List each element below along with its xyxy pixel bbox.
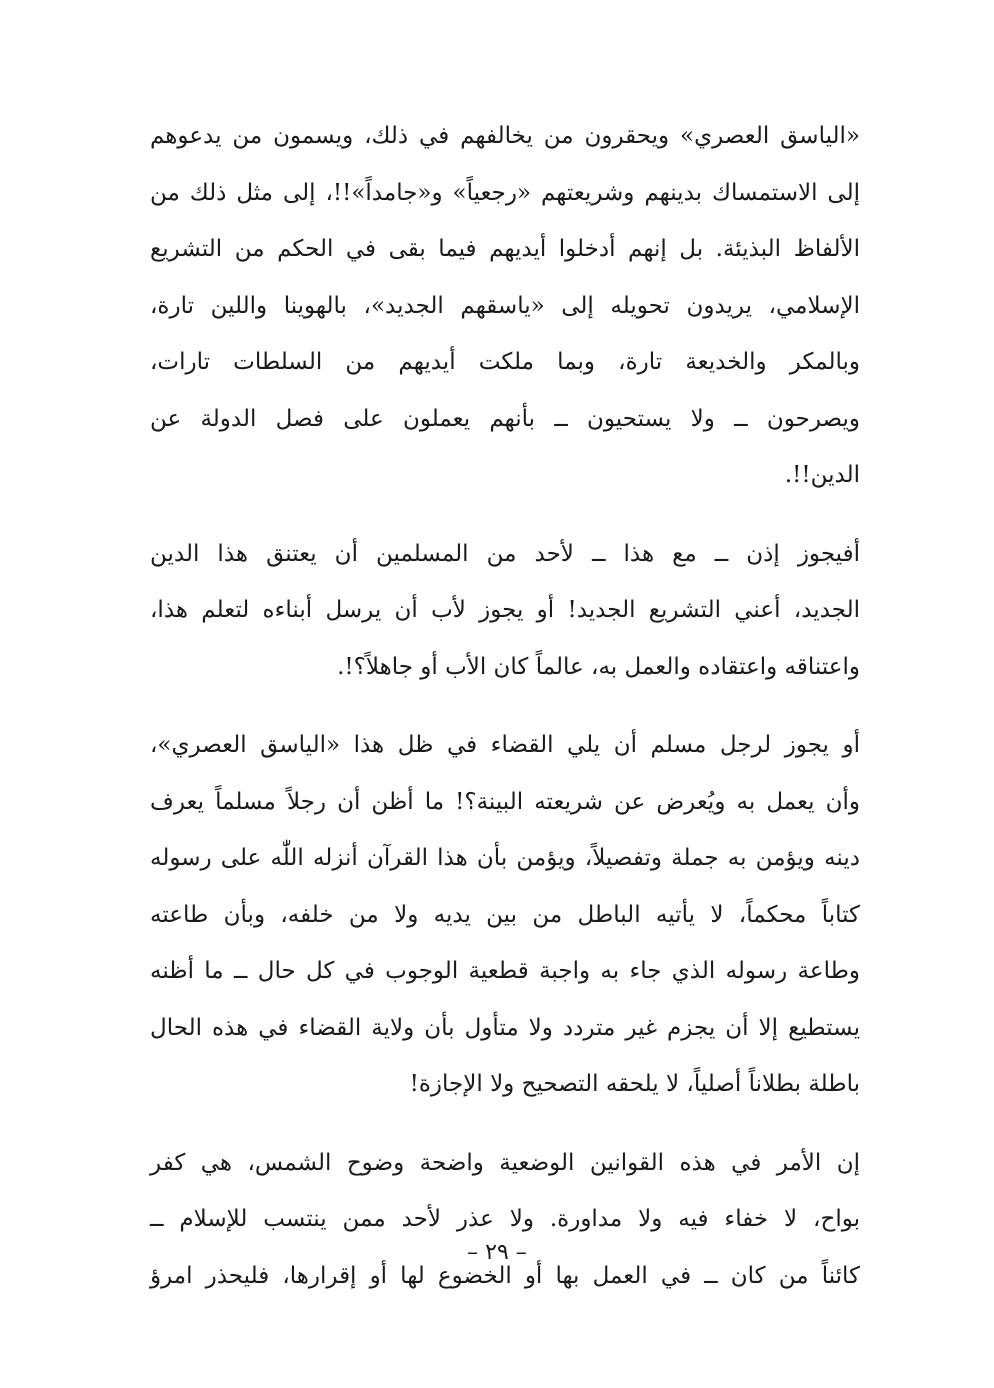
text-line: الألفاظ البذيئة. بل إنهم أدخلوا أيديهم فيما بقى في الحكم من التشريع [150, 236, 860, 262]
text-line: الإسلامي، يريدون تحويله إلى «ياسقهم الجديد»، بالهوينا واللين تارة، [150, 292, 860, 319]
text-line: باطلة بطلاناً أصلياً، لا يلحقه التصحيح ولا الإجازة! [409, 1071, 860, 1097]
paragraph-1 [150, 108, 860, 504]
text-line: «الياسق العصري» ويحقرون من يخالفهم في ذلك، ويسمون من يدعوهم [150, 123, 860, 149]
text-line: ويصرحون ــ ولا يستحيون ــ بأنهم يعملون على فصل الدولة عن [150, 405, 860, 432]
text-line: أفيجوز إذن ــ مع هذا ــ لأحد من المسلمين أن يعتنق هذا الدين [150, 540, 860, 567]
text-line: الدين!!. [784, 462, 860, 488]
text-line: وطاعة رسوله الذي جاء به واجبة قطعية الوجوب في كل حال ــ ما أظنه [150, 958, 860, 984]
paragraph-2 [150, 526, 860, 696]
paragraph-4 [150, 1135, 860, 1305]
text-line: إن الأمر في هذه القوانين الوضعية واضحة وضوح الشمس، هي كفر [150, 1149, 860, 1176]
text-line: يستطيع إلا أن يجزم غير متردد ولا متأول بأن ولاية القضاء في هذه الحال [150, 1014, 860, 1041]
paragraph-spacer [150, 1113, 860, 1135]
text-line: الجديد، أعني التشريع الجديد! أو يجوز لأب أن يرسل أبناءه لتعلم هذا، [150, 597, 860, 623]
paragraph-spacer [150, 504, 860, 526]
text-line: كائناً من كان ــ في العمل بها أو الخضوع لها أو إقرارها، فليحذر امرؤ [150, 1262, 860, 1289]
page-number: – ٢٩ – [467, 1240, 527, 1265]
text-line: وأن يعمل به ويُعرض عن شريعته البينة؟! ما أظن أن رجلاً مسلماً يعرف [150, 788, 860, 815]
text-line: إلى الاستمساك بدينهم وشريعتهم «رجعياً» و«جامداً»!!، إلى مثل ذلك من [150, 179, 860, 206]
text-line: كتاباً محكماً، لا يأتيه الباطل من بين يديه ولا من خلفه، وبأن طاعته [150, 901, 860, 928]
text-line: دينه ويؤمن به جملة وتفصيلاً، ويؤمن بأن هذا القرآن أنزله اللّٰه على رسوله [150, 845, 860, 871]
text-line: أو يجوز لرجل مسلم أن يلي القضاء في ظل هذا «الياسق العصري»، [150, 732, 860, 758]
text-line: واعتناقه واعتقاده والعمل به، عالماً كان الأب أو جاهلاً؟!. [337, 653, 860, 680]
text-line: بواح، لا خفاء فيه ولا مداورة. ولا عذر لأحد ممن ينتسب للإسلام ــ [150, 1206, 860, 1232]
text-line: وبالمكر والخديعة تارة، وبما ملكت أيديهم من السلطات تارات، [150, 349, 860, 375]
body-text [150, 108, 860, 1304]
paragraph-spacer [150, 695, 860, 717]
paragraph-3 [150, 717, 860, 1113]
